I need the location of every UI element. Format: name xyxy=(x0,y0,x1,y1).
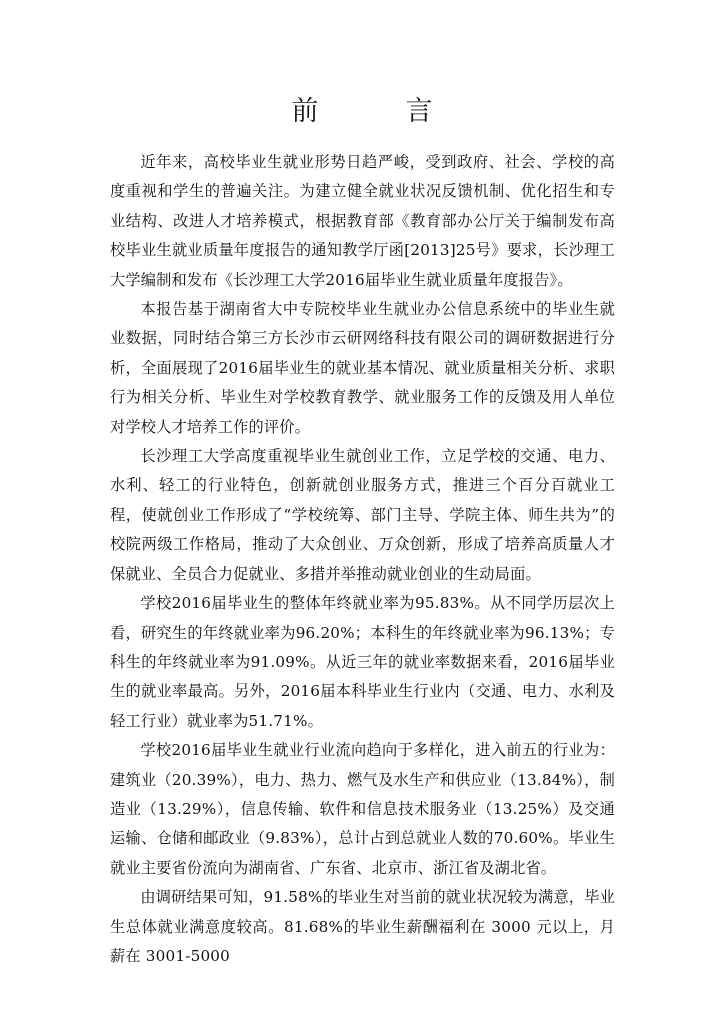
paragraph-industry-distribution: 学校2016届毕业生就业行业流向趋向于多样化，进入前五的行业为：建筑业（20.39%），电力、热力、燃气及水生产和供应业（13.84%），制造业（13.29%），信息传输、软件和信息技术服务业（13.25%）及交通运输、仓储和邮政业（9.83%），总计占到总就业人数的70.60%。毕业生就业主要省份流向为湖南省、广东省、北京市、浙江省及湖北省。 xyxy=(110,741,615,877)
document-body xyxy=(110,148,615,971)
paragraph-employment-rate: 学校2016届毕业生的整体年终就业率为95.83%。从不同学历层次上看，研究生的年终就业率为96.20%；本科生的年终就业率为96.13%；专科生的年终就业率为91.09%。从近三年的就业率数据来看，2016届毕业生的就业率最高。另外，2016届本科毕业生行业内（交通、电力、水利及轻工行业）就业率为51.71%。 xyxy=(110,594,615,730)
paragraph-report-basis: 本报告基于湖南省大中专院校毕业生就业办公信息系统中的毕业生就业数据，同时结合第三方长沙市云研网络科技有限公司的调研数据进行分析，全面展现了2016届毕业生的就业基本情况、就业质量相关分析、求职行为相关分析、毕业生对学校教育教学、就业服务工作的反馈及用人单位对学校人才培养工作的评价。 xyxy=(110,300,615,436)
page-title: 前 言 xyxy=(291,96,463,127)
paragraph-background: 近年来，高校毕业生就业形势日趋严峻，受到政府、社会、学校的高度重视和学生的普遍关注。为建立健全就业状况反馈机制、优化招生和专业结构、改进人才培养模式，根据教育部《教育部办公厅关于编制发布高校毕业生就业质量年度报告的通知教学厅函[2013]25号》要求，长沙理工大学编制和发布《长沙理工大学2016届毕业生就业质量年度报告》。 xyxy=(110,153,615,289)
paragraph-university-efforts: 长沙理工大学高度重视毕业生就创业工作，立足学校的交通、电力、水利、轻工的行业特色，创新就创业服务方式，推进三个百分百就业工程，使就创业工作形成了“学校统筹、部门主导、学院主体、师生共为”的校院两级工作格局，推动了大众创业、万众创新，形成了培养高质量人才保就业、全员合力促就业、多措并举推动就业创业的生动局面。 xyxy=(110,447,615,583)
paragraph-satisfaction: 由调研结果可知，91.58%的毕业生对当前的就业状况较为满意，毕业生总体就业满意度较高。81.68%的毕业生薪酬福利在 3000 元以上，月薪在 3001-5000 xyxy=(110,888,615,965)
